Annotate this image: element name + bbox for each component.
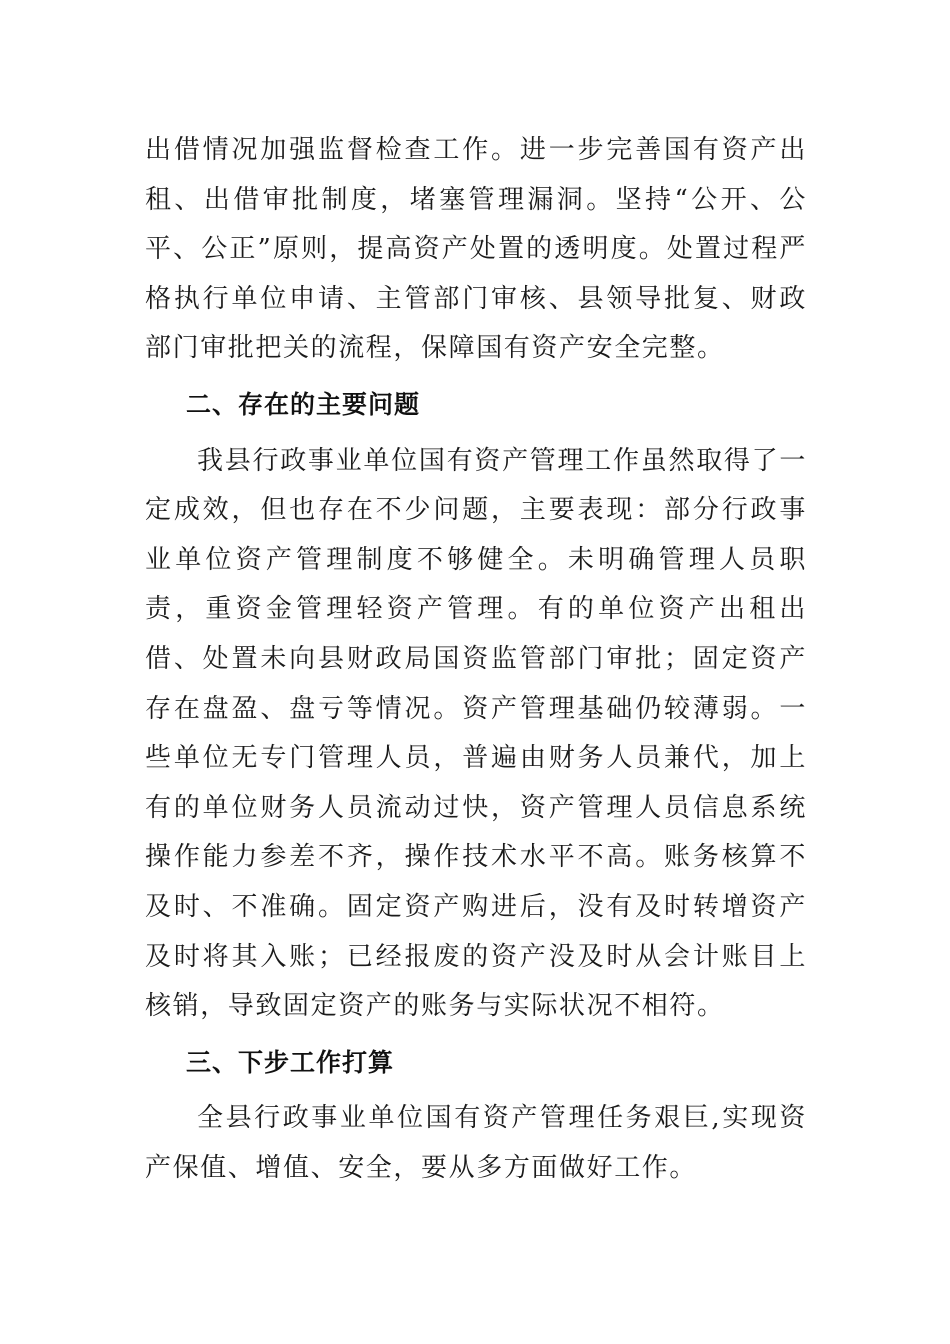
section-heading-2: 二、存在的主要问题: [186, 389, 421, 419]
paragraph-problems: 我县行政事业单位国有资产管理工作虽然取得了一定成效，但也存在不少问题，主要表现：部分行政事业单位资产管理制度不够健全。未明确管理人员职责，重资金管理轻资产管理。有的单位资产出租出借、处置未向县财政局国资监管部门审批；固定资产存在盘盈、盘亏等情况。资产管理基础仍较薄弱。一些单位无专门管理人员，普遍由财务人员兼代，加上有的单位财务人员流动过快，资产管理人员信息系统操作能力参差不齐，操作技术水平不高。账务核算不及时、不准确。固定资产购进后，没有及时转增资产及时将其入账；已经报废的资产没及时从会计账目上核销，导致固定资产的账务与实际状况不相符。: [145, 445, 807, 1022]
document-body: [145, 126, 807, 1193]
section-heading-3: 三、下步工作打算: [186, 1047, 395, 1077]
paragraph-continued: 出借情况加强监督检查工作。进一步完善国有资产出租、出借审批制度，堵塞管理漏洞。坚持“公开、公平、公正”原则，提高资产处置的透明度。处置过程严格执行单位申请、主管部门审核、县领导批复、财政部门审批把关的流程，保障国有资产安全完整。: [145, 135, 807, 364]
paragraph-plans: 全县行政事业单位国有资产管理任务艰巨,实现资产保值、增值、安全，要从多方面做好工作。: [145, 1103, 807, 1183]
spacer: [145, 430, 807, 437]
spacer: [145, 1087, 807, 1094]
